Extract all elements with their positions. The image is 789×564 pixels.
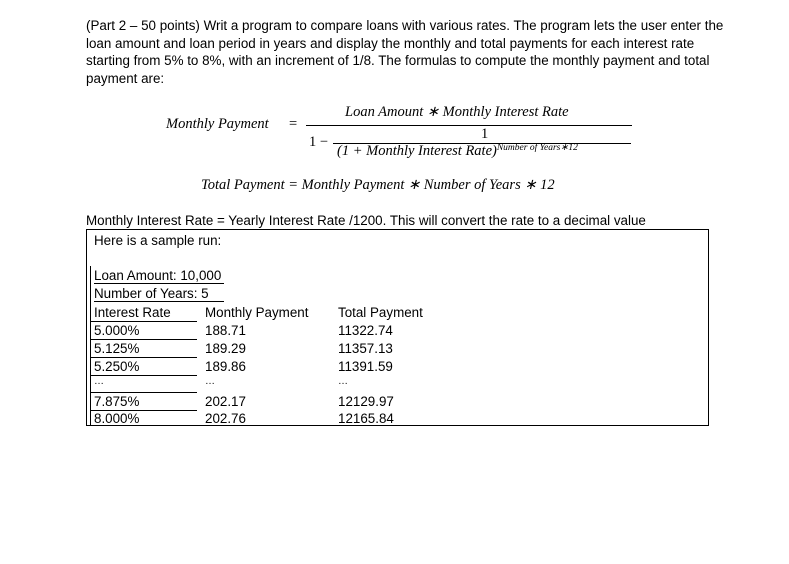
formula-one-minus: 1 − [309,134,329,150]
monthly-cell: 202.17 [205,394,246,409]
header-total-payment: Total Payment [338,305,423,320]
row-rule [90,357,197,358]
inner-numerator: 1 [481,126,489,142]
formula-numerator: Loan Amount ∗ Monthly Interest Rate [345,104,569,120]
rate-cell: 8.000% [94,411,140,426]
total-cell: 12129.97 [338,394,394,409]
problem-statement: (Part 2 – 50 points) Writ a program to compare loans with various rates. The program lets the user enter the loan amount and loan period in years and display the monthly and total payments for each interest rate starting from 5% to 8%, with an increment of 1/8. The formulas to compute the monthly payment and total payment are: [86,18,724,86]
row-rule [90,392,197,393]
main-fraction-bar [306,125,632,126]
sample-run-box [86,229,709,426]
conversion-note: Monthly Interest Rate = Yearly Interest Rate /1200. This will convert the rate to a decimal value [86,213,646,228]
row-rule [90,375,197,376]
total-cell: 11357.13 [338,341,393,356]
row-rule [90,339,197,340]
left-gutter-line [90,266,91,426]
rate-cell: 5.250% [94,359,140,374]
header-rule [90,321,197,322]
monthly-cell: 188.71 [205,323,246,338]
ellipsis-cell: … [205,376,215,387]
ellipsis-cell: … [94,376,104,387]
loan-amount-line: Loan Amount: 10,000 [94,268,224,284]
years-line: Number of Years: 5 [94,286,224,302]
total-cell: 11391.59 [338,359,393,374]
total-cell: 12165.84 [338,411,394,426]
rate-cell: 7.875% [94,394,140,409]
total-cell: 11322.74 [338,323,393,338]
exponent: Number of Years∗12 [496,143,578,153]
header-interest-rate: Interest Rate [94,305,171,320]
ellipsis-cell: … [338,376,348,387]
formula-equals: = [289,116,298,132]
header-monthly-payment: Monthly Payment [205,305,309,320]
monthly-cell: 189.29 [205,341,246,356]
monthly-cell: 189.86 [205,359,246,374]
monthly-cell: 202.76 [205,411,246,426]
rate-cell: 5.125% [94,341,140,356]
formula-lhs: Monthly Payment [166,116,269,132]
inner-denominator: (1 + Monthly Interest Rate)$^{Number of Years∗12}$ [337,143,578,159]
total-payment-formula: Total Payment = Monthly Payment ∗ Number of Years ∗ 12 [201,177,555,193]
rate-cell: 5.000% [94,323,140,338]
sample-heading: Here is a sample run: [94,233,222,248]
